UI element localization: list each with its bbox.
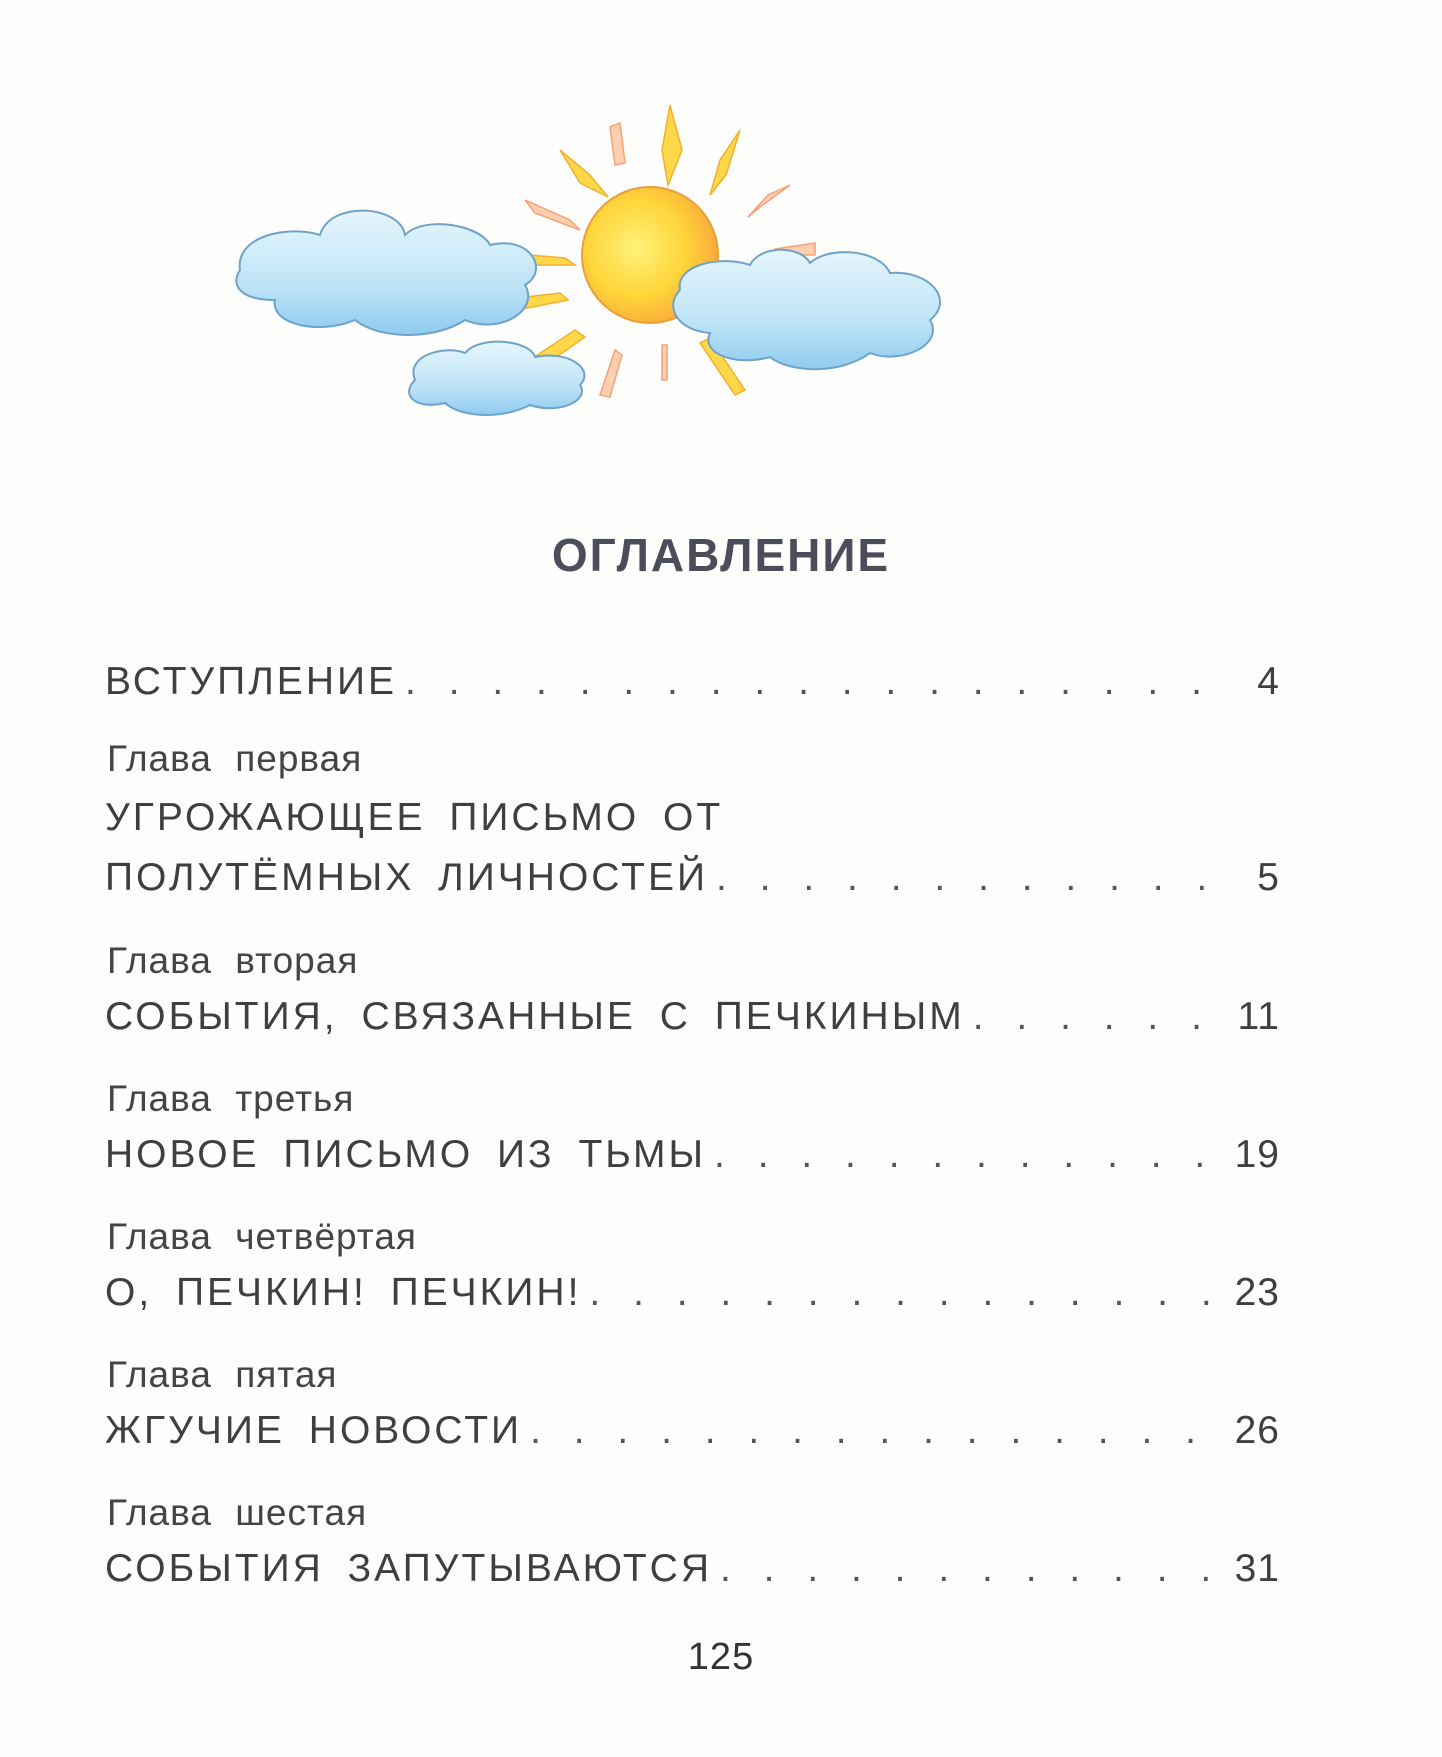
dot-leader: [973, 995, 1227, 1039]
chapter-label: Глава третья: [107, 1078, 355, 1119]
dot-leader: [589, 1271, 1226, 1315]
toc-entry-chapter-1[interactable]: [105, 856, 1280, 900]
dot-leader: [720, 1547, 1227, 1591]
dot-leader: [714, 1133, 1227, 1177]
page-title: ОГЛАВЛЕНИЕ: [551, 529, 891, 581]
toc-entry-title: НОВОЕ ПИСЬМО ИЗ ТЬМЫ: [105, 1133, 707, 1176]
toc-entry-chapter-2[interactable]: [105, 995, 1280, 1039]
page-number: 125: [687, 1636, 755, 1678]
toc-entry-chapter-5[interactable]: [105, 1409, 1280, 1453]
toc-entry-page: 26: [1234, 1409, 1280, 1452]
toc-entry-chapter-3[interactable]: [105, 1133, 1280, 1177]
toc-entry-page: 5: [1257, 856, 1280, 899]
toc-entry-page: 31: [1234, 1547, 1280, 1590]
chapter-label: Глава вторая: [107, 940, 359, 981]
toc-entry-title: СОБЫТИЯ ЗАПУТЫВАЮТСЯ: [105, 1547, 712, 1590]
dot-leader: [405, 660, 1227, 704]
toc-entry-title: СОБЫТИЯ, СВЯЗАННЫЕ С ПЕЧКИНЫМ: [105, 995, 965, 1038]
toc-entry-title: ПОЛУТЁМНЫХ ЛИЧНОСТЕЙ: [105, 856, 709, 899]
toc-entry-page: 23: [1234, 1271, 1280, 1314]
chapter-label: Глава шестая: [107, 1492, 368, 1533]
toc-entry-page: 11: [1237, 995, 1280, 1038]
toc-entry-page: 19: [1234, 1133, 1280, 1176]
toc-entry-title: О, ПЕЧКИН! ПЕЧКИН!: [105, 1271, 582, 1314]
dot-leader: [716, 856, 1227, 900]
toc-entry-chapter-4[interactable]: [105, 1271, 1280, 1315]
chapter-label: Глава первая: [107, 738, 363, 779]
table-of-contents: [105, 0, 1280, 1600]
toc-entry-title-line[interactable]: УГРОЖАЮЩЕЕ ПИСЬМО ОТ: [105, 796, 724, 839]
chapter-label: Глава пятая: [107, 1354, 338, 1395]
dot-leader: [530, 1409, 1227, 1453]
toc-entry-chapter-6[interactable]: [105, 1547, 1280, 1591]
toc-entry-title: ЖГУЧИЕ НОВОСТИ: [105, 1409, 523, 1452]
toc-entry-title: ВСТУПЛЕНИЕ: [105, 660, 398, 703]
toc-entry-intro[interactable]: [105, 660, 1280, 704]
toc-entry-page: 4: [1257, 660, 1280, 703]
chapter-label: Глава четвёртая: [107, 1216, 417, 1257]
